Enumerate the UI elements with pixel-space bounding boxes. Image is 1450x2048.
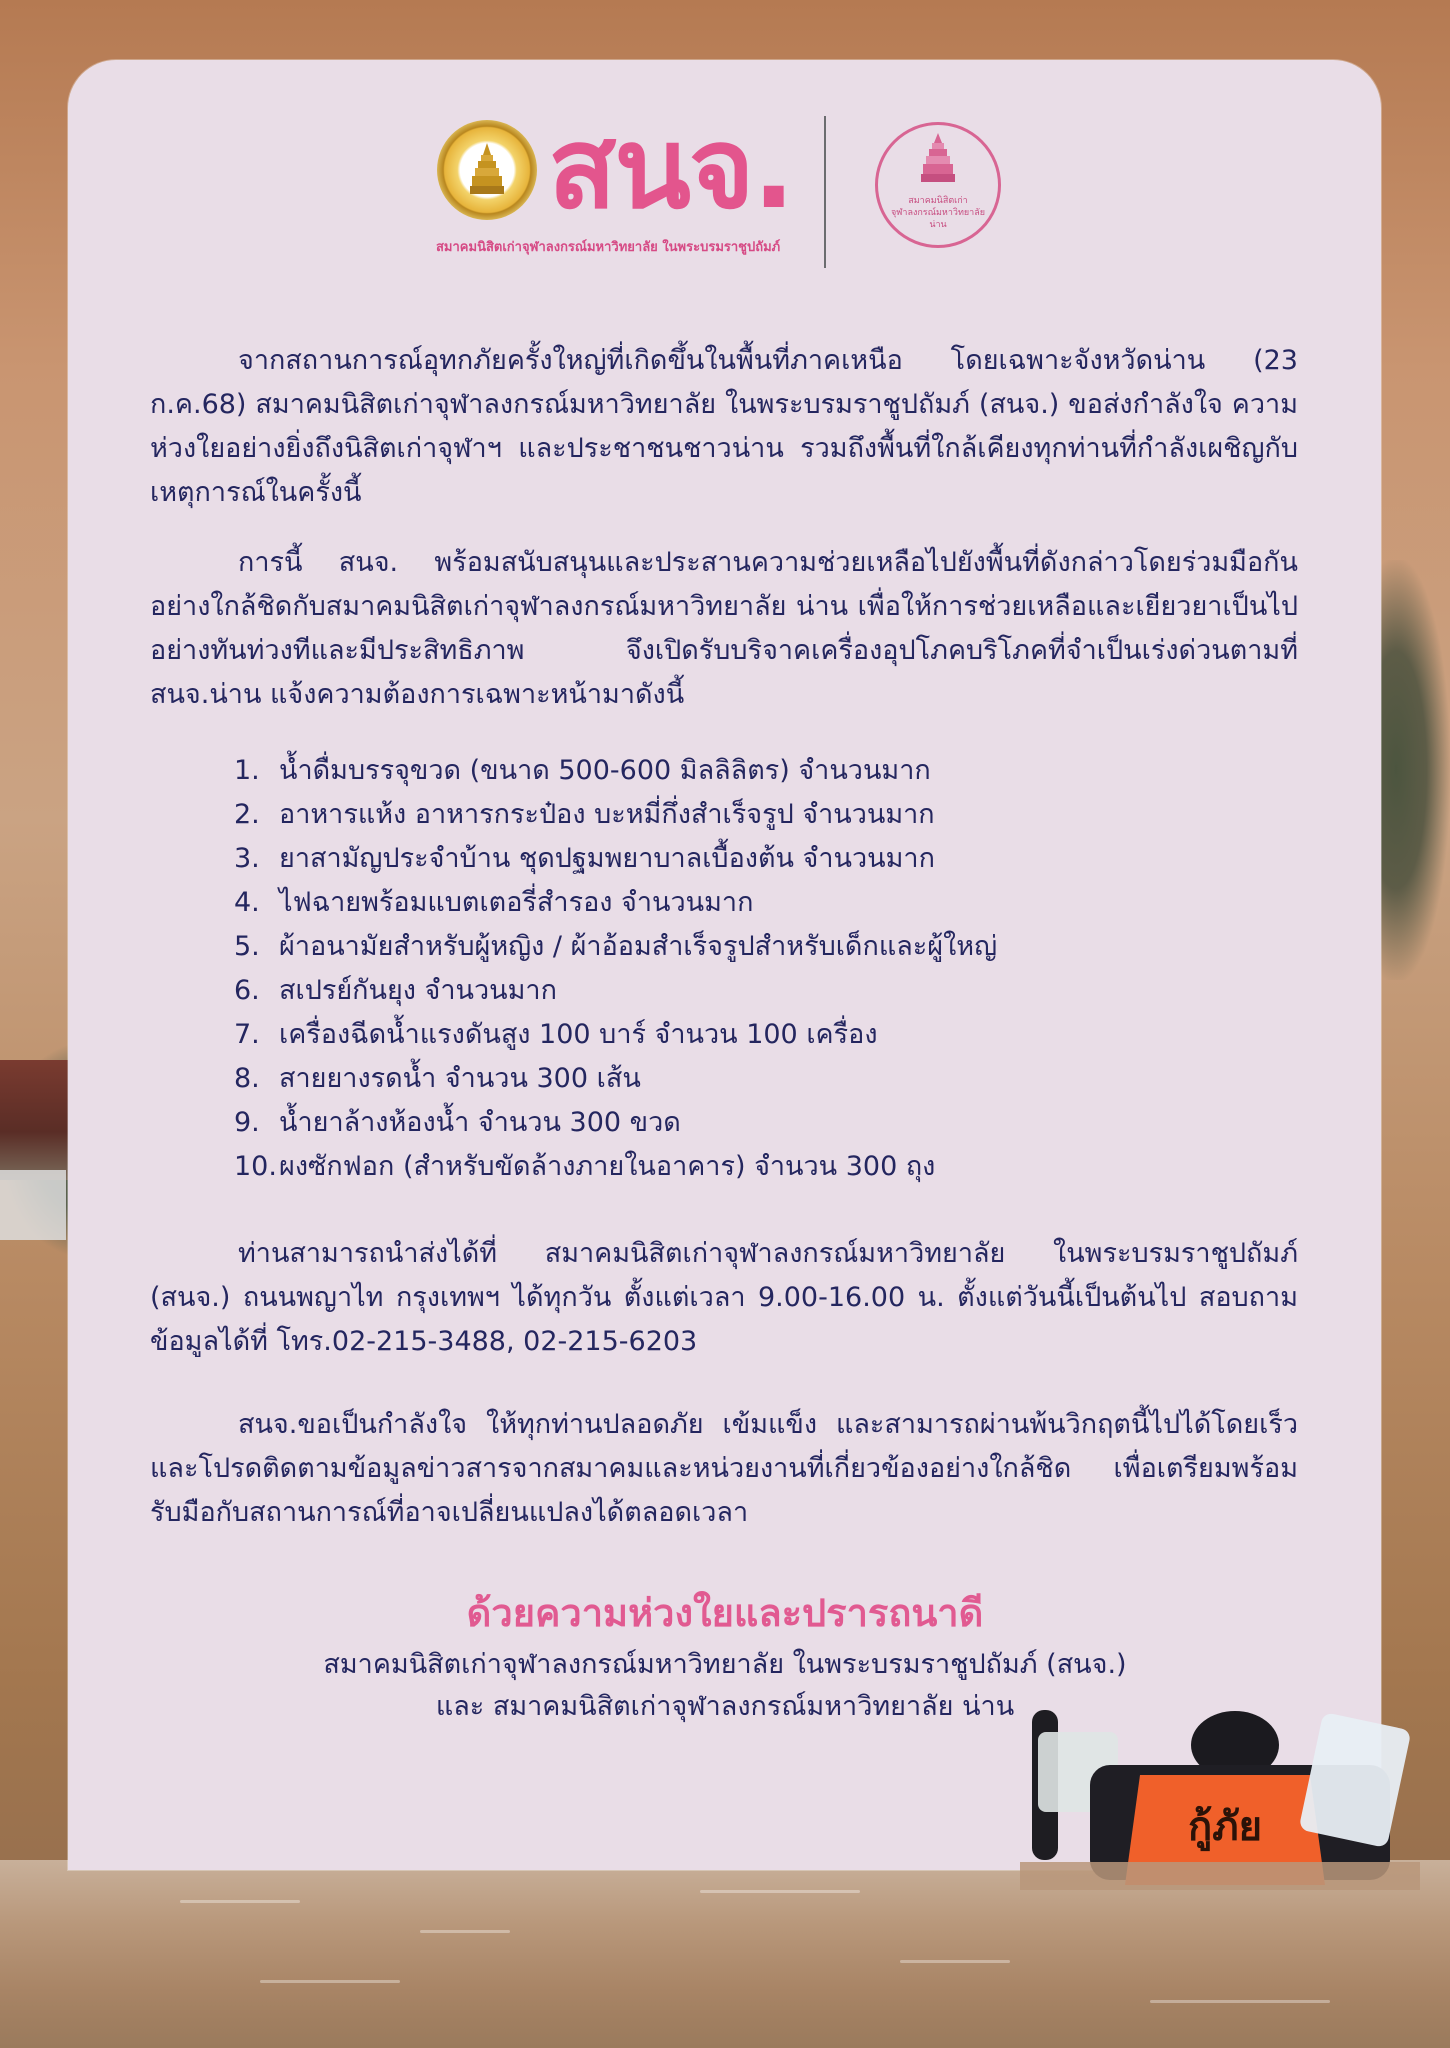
list-item-number: 6. <box>234 975 260 1006</box>
list-item-number: 7. <box>234 1019 260 1050</box>
list-item <box>234 881 1294 925</box>
background-house-wall <box>0 1170 66 1240</box>
list-item-number: 2. <box>234 799 260 830</box>
water-ripple <box>700 1890 860 1893</box>
list-item-number: 10. <box>234 1151 277 1182</box>
list-item-text: สเปรย์กันยุง จำนวนมาก <box>279 975 557 1006</box>
water-ripple <box>1150 2000 1330 2003</box>
nan-crown-icon <box>920 131 956 189</box>
paragraph-encouragement-text: สนจ.ขอเป็นกำลังใจ ให้ทุกท่านปลอดภัย เข้มแข็ง และสามารถผ่านพ้นวิกฤตนี้ไปได้โดยเร็ว และโปรดติดตามข้อมูลข่าวสารจากสมาคมและหน่วยงานที่เกี่ยวข้องอย่างใกล้ชิด เพื่อเตรียมพร้อมรับมือกับสถานการณ์ที่อาจเปลี่ยนแปลงได้ตลอดเวลา <box>150 1409 1298 1528</box>
nan-alumni-emblem <box>875 122 1001 248</box>
list-item-text: เครื่องฉีดน้ำแรงดันสูง 100 บาร์ จำนวน 100 เครื่อง <box>279 1019 878 1050</box>
water-surface <box>1020 1862 1420 1890</box>
paragraph-delivery-info <box>150 1232 1298 1364</box>
water-ripple <box>180 1900 300 1903</box>
list-item <box>234 969 1294 1013</box>
list-item <box>234 1101 1294 1145</box>
list-item <box>234 925 1294 969</box>
list-item-text: สายยางรดน้ำ จำนวน 300 เส้น <box>279 1063 641 1094</box>
supply-bag-right <box>1299 1712 1412 1848</box>
rescuer-photo <box>1020 1690 1420 1890</box>
signature-line-1: สมาคมนิสิตเก่าจุฬาลงกรณ์มหาวิทยาลัย ในพระบรมราชูปถัมภ์ (สนจ.) <box>323 1649 1127 1680</box>
water-ripple <box>260 1980 400 1983</box>
chula-crown-icon <box>467 141 507 199</box>
paragraph-donation-call <box>150 541 1298 717</box>
list-item-text: ยาสามัญประจำบ้าน ชุดปฐมพยาบาลเบื้องต้น จำนวนมาก <box>279 843 935 874</box>
donation-items-list <box>234 749 1294 1189</box>
nan-emblem-text-1: สมาคมนิสิตเก่า <box>908 196 968 206</box>
paragraph-encouragement <box>150 1403 1298 1535</box>
paragraph-donation-call-text: การนี้ สนจ. พร้อมสนับสนุนและประสานความช่วยเหลือไปยังพื้นที่ดังกล่าวโดยร่วมมือกันอย่างใกล้ชิดกับสมาคมนิสิตเก่าจุฬาลงกรณ์มหาวิทยาลัย น่าน เพื่อให้การช่วยเหลือและเยียวยาเป็นไปอย่างทันท่วงทีและมีประสิทธิภาพ จึงเปิดรับบริจาคเครื่องอุปโภคบริโภคที่จำเป็นเร่งด่วนตามที่ สนจ.น่าน แจ้งความต้องการเฉพาะหน้ามาดังนี้ <box>150 547 1298 710</box>
signature-line-2: และ สมาคมนิสิตเก่าจุฬาลงกรณ์มหาวิทยาลัย น่าน <box>435 1691 1015 1722</box>
list-item-text: อาหารแห้ง อาหารกระป๋อง บะหมี่กึ่งสำเร็จรูป จำนวนมาก <box>279 799 935 830</box>
logo-divider <box>824 116 826 268</box>
list-item <box>234 793 1294 837</box>
list-item-number: 8. <box>234 1063 260 1094</box>
list-item <box>234 837 1294 881</box>
list-item-number: 9. <box>234 1107 260 1138</box>
chula-alumni-emblem <box>437 120 537 220</box>
brand-subtitle: สมาคมนิสิตเก่าจุฬาลงกรณ์มหาวิทยาลัย ในพระบรมราชูปถัมภ์ <box>436 240 781 255</box>
list-item-text: น้ำยาล้างห้องน้ำ จำนวน 300 ขวด <box>279 1107 681 1138</box>
list-item-text: น้ำดื่มบรรจุขวด (ขนาด 500-600 มิลลิลิตร) จำนวนมาก <box>279 755 931 786</box>
list-item-text: ผ้าอนามัยสำหรับผู้หญิง / ผ้าอ้อมสำเร็จรูปสำหรับเด็กและผู้ใหญ่ <box>279 931 998 962</box>
list-item <box>234 1145 1294 1189</box>
list-item-number: 1. <box>234 755 260 786</box>
list-item-text: ไฟฉายพร้อมแบตเตอรี่สำรอง จำนวนมาก <box>279 887 754 918</box>
list-item-number: 3. <box>234 843 260 874</box>
water-ripple <box>900 1960 1010 1963</box>
list-item-number: 4. <box>234 887 260 918</box>
closing-title: ด้วยความห่วงใยและปรารถนาดี <box>466 1591 984 1635</box>
paragraph-delivery-info-text: ท่านสามารถนำส่งได้ที่ สมาคมนิสิตเก่าจุฬาลงกรณ์มหาวิทยาลัย ในพระบรมราชูปถัมภ์ (สนจ.) ถนนพญาไท กรุงเทพฯ ได้ทุกวัน ตั้งแต่เวลา 9.00-16.00 น. ตั้งแต่วันนี้เป็นต้นไป สอบถามข้อมูลได้ที่ โทร.02-215-3488, 02-215-6203 <box>150 1238 1298 1357</box>
nan-emblem-text-2: จุฬาลงกรณ์มหาวิทยาลัย <box>890 208 986 218</box>
nan-emblem-text-3: น่าน <box>929 220 947 230</box>
paragraph-situation-text: จากสถานการณ์อุทกภัยครั้งใหญ่ที่เกิดขึ้นในพื้นที่ภาคเหนือ โดยเฉพาะจังหวัดน่าน (23 ก.ค.68) สมาคมนิสิตเก่าจุฬาลงกรณ์มหาวิทยาลัย ในพระบรมราชูปถัมภ์ (สนจ.) ขอส่งกำลังใจ ความห่วงใยอย่างยิ่งถึงนิสิตเก่าจุฬาฯ และประชาชนชาวน่าน รวมถึงพื้นที่ใกล้เคียงทุกท่านที่กำลังเผชิญกับเหตุการณ์ในครั้งนี้ <box>150 345 1298 508</box>
list-item-text: ผงซักฟอก (สำหรับขัดล้างภายในอาคาร) จำนวน 300 ถุง <box>279 1151 936 1182</box>
brand-wordmark: สนจ. <box>548 104 794 234</box>
list-item <box>234 1013 1294 1057</box>
paragraph-situation <box>150 339 1298 515</box>
water-ripple <box>420 1930 510 1933</box>
list-item <box>234 749 1294 793</box>
list-item <box>234 1057 1294 1101</box>
list-item-number: 5. <box>234 931 260 962</box>
vest-text: กู้ภัย <box>1187 1804 1263 1850</box>
background-house-left <box>0 1060 70 1180</box>
